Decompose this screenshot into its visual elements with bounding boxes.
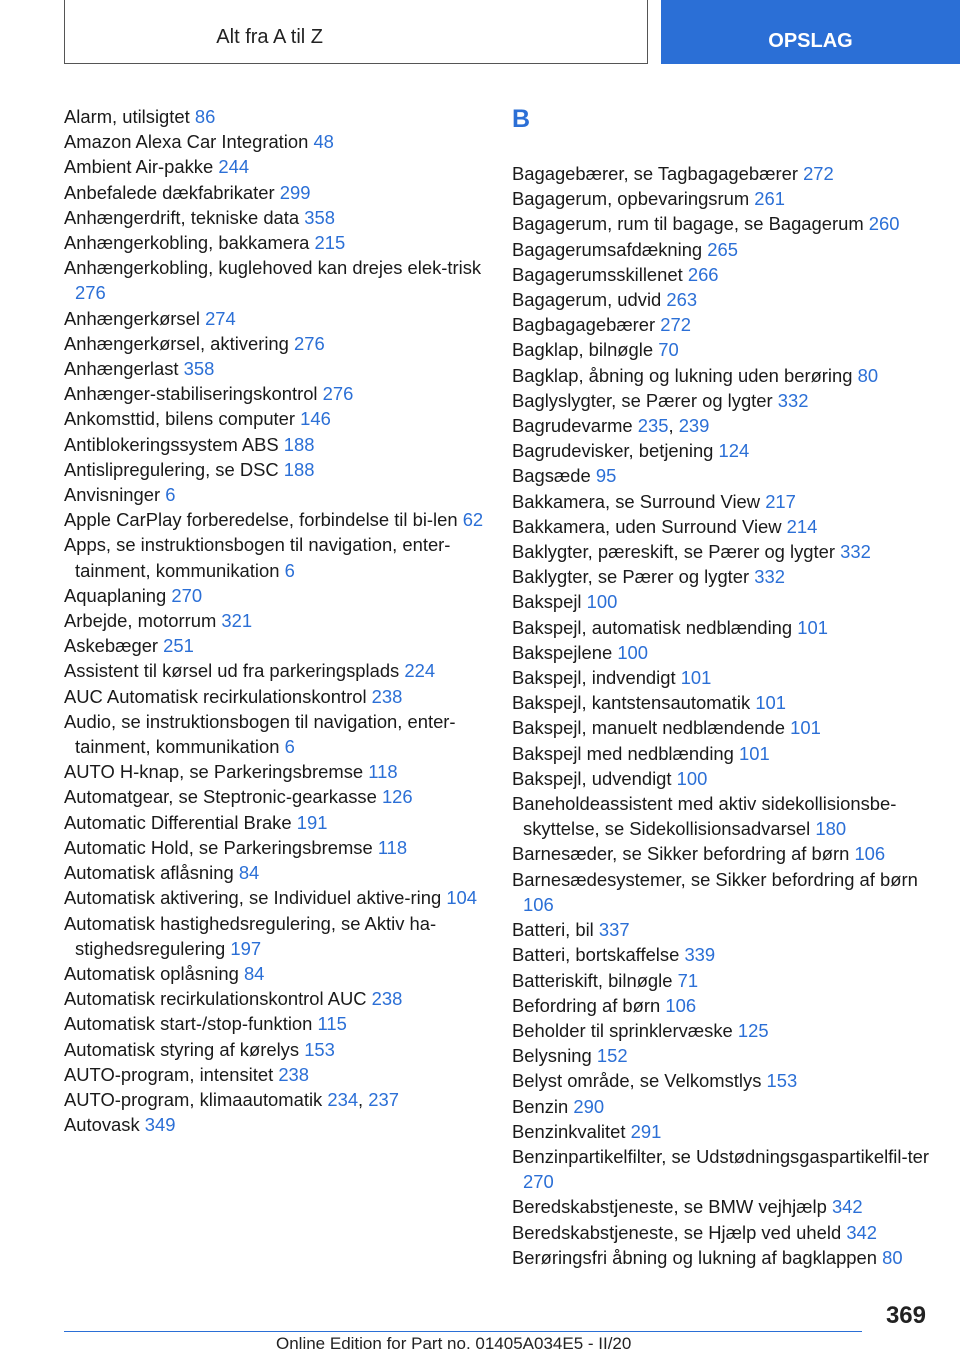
page-link[interactable]: 235 — [637, 415, 669, 437]
page-link[interactable]: 84 — [243, 962, 265, 984]
index-entry-text: Bakspejlene — [512, 641, 613, 663]
index-entry — [64, 482, 484, 507]
page-link[interactable]: 234 — [327, 1088, 359, 1110]
index-entry — [64, 406, 484, 431]
index-entry — [512, 1043, 932, 1068]
index-entry-text: Alarm, utilsigtet — [64, 106, 190, 127]
index-entry-text: Bagbagagebærer — [512, 314, 656, 336]
index-entry-text: Batteri, bil — [512, 919, 594, 941]
page-link[interactable]: 126 — [381, 786, 413, 808]
index-entry-text: Bagagerumsafdækning — [512, 238, 703, 260]
page-link[interactable]: 339 — [684, 944, 716, 966]
index-entry — [64, 608, 484, 633]
page-link[interactable]: 337 — [598, 919, 630, 941]
index-entry-text: Anhængerdrift, tekniske data — [64, 206, 300, 228]
index-entry — [64, 1062, 484, 1087]
page-link[interactable]: 272 — [660, 314, 691, 336]
page-link[interactable]: 100 — [676, 767, 708, 789]
index-entry — [512, 161, 932, 186]
page-link[interactable]: 191 — [296, 811, 328, 833]
footer-divider — [64, 1331, 862, 1332]
page-link[interactable]: 358 — [304, 206, 335, 228]
index-entry — [64, 835, 484, 860]
page-link[interactable]: 260 — [868, 213, 900, 235]
index-entry-text: Anvisninger — [64, 484, 161, 506]
page-link[interactable]: 100 — [586, 591, 618, 613]
index-entry — [64, 154, 484, 179]
index-entry: Bagrudevarme 235, 239 — [512, 415, 710, 437]
index-entry-text: Befordring af børn — [512, 994, 661, 1016]
index-entry — [512, 615, 932, 640]
index-entry — [64, 432, 484, 457]
index-entry-text: Apple CarPlay forberedelse, forbindelse til bi-len — [64, 509, 458, 531]
index-entry-text: Anhængerkobling, kuglehoved kan drejes elek-trisk — [64, 257, 482, 279]
page-link[interactable]: 224 — [404, 660, 436, 682]
index-entry — [512, 1220, 932, 1245]
index-entry-text: Bakspejl, manuelt nedblændende — [512, 717, 785, 739]
index-entry — [64, 255, 484, 305]
index-entry-text: Amazon Alexa Car Integration — [64, 131, 309, 153]
index-entry-text: Bagagerum, rum til bagage, se Bagagerum — [512, 213, 864, 235]
page-link[interactable]: 342 — [831, 1196, 863, 1218]
page-link[interactable]: 106 — [854, 843, 886, 865]
index-entry — [512, 1144, 932, 1194]
index-entry-text: AUTO-program, intensitet — [64, 1063, 274, 1085]
index-entry — [512, 211, 932, 236]
index-entry-text: Bakspejl, kantstensautomatik — [512, 692, 751, 714]
page-link[interactable]: 270 — [171, 584, 203, 606]
page-link[interactable]: 180 — [815, 818, 847, 840]
page-link[interactable]: 84 — [238, 862, 260, 884]
page-link[interactable]: 349 — [144, 1114, 176, 1136]
index-entry — [512, 337, 932, 362]
index-entry — [512, 388, 932, 413]
page-link[interactable]: 153 — [766, 1070, 798, 1092]
index-entry — [512, 186, 932, 211]
index-entry-text: Baklygter, se Pærer og lygter — [512, 566, 750, 588]
index-entry-text: Arbejde, motorrum — [64, 610, 217, 632]
index-entry — [64, 684, 484, 709]
index-entry-text: Bagklap, åbning og lukning uden berøring — [512, 364, 853, 386]
index-entry-text: Antislipregulering, se DSC — [64, 458, 279, 480]
index-entry — [512, 438, 932, 463]
index-entry — [64, 306, 484, 331]
page-link[interactable]: 86 — [194, 106, 216, 127]
index-entry-text: Automatisk start-/stop-funktion — [64, 1013, 313, 1035]
page-link[interactable]: 276 — [322, 383, 354, 405]
index-entry-text: Bagagebærer, se Tagbagagebærer — [512, 163, 798, 184]
index-entry — [64, 457, 484, 482]
page-link[interactable]: 100 — [617, 641, 649, 663]
tab-opslag[interactable] — [661, 0, 960, 64]
page-link[interactable]: 62 — [462, 509, 484, 531]
page-link[interactable]: 101 — [790, 717, 821, 739]
index-entry: AUTO-program, klimaautomatik 234, 237 — [64, 1088, 399, 1110]
index-entry — [64, 885, 484, 910]
page-link[interactable]: 276 — [75, 282, 106, 304]
index-entry — [512, 665, 932, 690]
page-link[interactable]: 104 — [446, 887, 477, 909]
index-entry-text: Anhængerkobling, bakkamera — [64, 232, 310, 254]
index-entry-text: Bakspejl med nedblænding — [512, 742, 734, 764]
index-entry — [64, 532, 484, 582]
page-link[interactable]: 95 — [595, 465, 617, 487]
index-entry-text: Bagagerum, opbevaringsrum — [512, 188, 750, 210]
page-link[interactable]: 101 — [738, 742, 770, 764]
page-link[interactable]: 80 — [882, 1246, 903, 1268]
index-entry — [64, 381, 484, 406]
index-entry-text: Baneholdeassistent med aktiv sidekollisionsbe-skyttelse, se Sidekollisionsadvarsel — [512, 793, 897, 840]
page-number: 369 — [885, 1302, 926, 1329]
index-entry-text: Automatisk aflåsning — [64, 862, 234, 884]
index-entry — [64, 1037, 484, 1062]
page-link[interactable]: 188 — [283, 458, 315, 480]
index-entry — [512, 791, 932, 841]
page-link[interactable]: 238 — [371, 988, 403, 1010]
index-entry-text: AUTO H-knap, se Parkeringsbremse — [64, 761, 364, 783]
page-link[interactable]: 261 — [754, 188, 785, 210]
index-entry — [512, 564, 932, 589]
index-entry-text: Bakspejl, automatisk nedblænding — [512, 616, 793, 638]
page-link[interactable]: 342 — [846, 1221, 877, 1243]
index-entry-text: AUC Automatisk recirkulationskontrol — [64, 685, 367, 707]
page-link[interactable]: 118 — [377, 836, 408, 858]
index-entry-text: Anbefalede dækfabrikater — [64, 181, 275, 203]
page-link[interactable]: 101 — [680, 667, 712, 689]
page-link[interactable]: 152 — [596, 1045, 628, 1067]
page-link[interactable]: 274 — [205, 307, 236, 329]
index-entry-text: Anhængerlast — [64, 358, 179, 380]
index-column-right — [512, 104, 932, 1270]
edition-footer: Online Edition for Part no. 01405A034E5 - II/20 — [276, 1334, 632, 1353]
index-entry — [64, 986, 484, 1011]
page-link[interactable]: 124 — [718, 440, 750, 462]
page-link[interactable]: 332 — [840, 541, 871, 563]
page-link[interactable]: 217 — [765, 490, 796, 512]
index-entry — [64, 331, 484, 356]
page-link[interactable]: 332 — [754, 566, 785, 588]
index-entry — [64, 860, 484, 885]
index-entry — [512, 942, 932, 967]
index-entry-text: Audio, se instruktionsbogen til navigation, enter-tainment, kommunikation — [64, 710, 456, 758]
page-link[interactable]: 125 — [737, 1019, 769, 1041]
index-entry — [64, 104, 484, 129]
index-letter-heading: B — [512, 105, 531, 133]
index-entry — [512, 1018, 932, 1043]
index-entry-text: Automatisk oplåsning — [64, 962, 239, 984]
index-entry — [512, 363, 932, 388]
index-entry — [512, 715, 932, 740]
index-entry-text: Bagklap, bilnøgle — [512, 339, 654, 361]
index-entry-text: Berøringsfri åbning og lukning af bagklappen — [512, 1246, 877, 1268]
page-link[interactable]: 115 — [317, 1013, 347, 1035]
page-link[interactable]: 6 — [284, 736, 295, 758]
index-entry — [512, 1245, 932, 1270]
index-entry-text: Askebæger — [64, 635, 159, 657]
index-entry — [512, 463, 932, 488]
index-entry — [64, 205, 484, 230]
index-entry-text: Anhængerkørsel — [64, 307, 200, 329]
index-entry-text: Anhænger-stabiliseringskontrol — [64, 383, 318, 405]
page-link[interactable]: 106 — [665, 994, 697, 1016]
index-entry — [512, 690, 932, 715]
index-entry-text: Belyst område, se Velkomstlys — [512, 1070, 762, 1092]
page-link[interactable]: 272 — [803, 163, 834, 184]
page-link[interactable]: 70 — [658, 339, 679, 361]
index-entry-text: Automatic Differential Brake — [64, 811, 292, 833]
index-entry-text: Apps, se instruktionsbogen til navigation, enter-tainment, kommunikation — [64, 534, 451, 581]
index-entry-text: Barnesæder, se Sikker befordring af børn — [512, 843, 850, 865]
index-entry-text: Automatic Hold, se Parkeringsbremse — [64, 836, 373, 858]
page-link[interactable]: 238 — [371, 685, 403, 707]
page-link[interactable]: 332 — [777, 389, 809, 411]
index-entry — [512, 262, 932, 287]
index-entry — [512, 539, 932, 564]
index-entry — [512, 841, 932, 866]
tab-opslag-label: OPSLAG — [768, 29, 853, 52]
page-link[interactable]: 321 — [221, 610, 253, 632]
page-link[interactable]: 265 — [707, 238, 738, 260]
page-link[interactable]: 214 — [786, 515, 818, 537]
index-entry-text: Benzinpartikelfilter, se Udstødningsgaspartikelfil-ter — [512, 1145, 930, 1167]
index-entry — [64, 129, 484, 154]
page-link[interactable]: 80 — [857, 364, 879, 386]
index-entry-text: Bakspejl — [512, 591, 582, 613]
page-link[interactable]: 153 — [304, 1038, 335, 1060]
page-link[interactable]: 251 — [163, 635, 194, 657]
page-link[interactable]: 215 — [314, 232, 346, 254]
index-entry — [64, 759, 484, 784]
index-entry-text: Beholder til sprinklervæske — [512, 1019, 733, 1041]
index-entry-text: Baklygter, pæreskift, se Pærer og lygter — [512, 541, 835, 563]
index-entry — [64, 709, 484, 759]
index-entry — [64, 961, 484, 986]
index-entry-text: Barnesædesystemer, se Sikker befordring af børn — [512, 868, 918, 890]
index-entry-text: Aquaplaning — [64, 584, 167, 606]
index-entry-text: Automatisk hastighedsregulering, se Aktiv ha-stighedsregulering — [64, 912, 437, 959]
page-link[interactable]: 6 — [284, 559, 295, 581]
index-entry — [64, 1112, 484, 1137]
page-link[interactable]: 48 — [313, 131, 334, 153]
index-entry-text: Benzin — [512, 1095, 569, 1117]
index-entry-text: Ambient Air-pakke — [64, 156, 214, 178]
index-entry-text: Autovask — [64, 1114, 140, 1136]
index-entry — [512, 766, 932, 791]
index-entry-text: Antiblokeringssystem ABS — [64, 433, 279, 455]
index-entry-text: Automatisk recirkulationskontrol AUC — [64, 988, 367, 1010]
index-column-left — [64, 104, 484, 1137]
page-link[interactable]: 71 — [677, 969, 699, 991]
index-entry-text: Beredskabstjeneste, se BMW vejhjælp — [512, 1196, 827, 1218]
page-link[interactable]: 290 — [573, 1095, 605, 1117]
index-entry-text: Bakkamera, se Surround View — [512, 490, 761, 512]
page-link[interactable]: 118 — [368, 761, 398, 783]
index-entry-text: Bakspejl, udvendigt — [512, 767, 672, 789]
index-entry-text: Bakkamera, uden Surround View — [512, 515, 782, 537]
index-entry — [512, 237, 932, 262]
index-entry-text: Belysning — [512, 1045, 592, 1067]
index-entry — [512, 589, 932, 614]
index-entry-text: Bagrudevisker, betjening — [512, 440, 714, 462]
page-link[interactable]: 101 — [755, 692, 786, 714]
page-link[interactable]: 188 — [283, 433, 315, 455]
index-entry — [64, 810, 484, 835]
index-entry-text: Ankomsttid, bilens computer — [64, 408, 296, 430]
index-entry — [512, 489, 932, 514]
index-entry — [64, 230, 484, 255]
index-entry — [512, 968, 932, 993]
index-entry-text: Batteri, bortskaffelse — [512, 944, 680, 966]
index-entry-text: Benzinkvalitet — [512, 1120, 626, 1142]
index-entry — [64, 583, 484, 608]
index-entry — [64, 658, 484, 683]
index-entries-right — [512, 161, 932, 1270]
index-entry — [512, 867, 932, 917]
index-entry — [512, 993, 932, 1018]
index-entry — [64, 507, 484, 532]
index-entry-text: Bagagerum, udvid — [512, 289, 662, 311]
page-link[interactable]: 146 — [300, 408, 331, 430]
header-section-box — [64, 0, 648, 64]
index-entry — [512, 287, 932, 312]
page-link[interactable]: 276 — [294, 332, 325, 354]
index-entry — [64, 1011, 484, 1036]
page-link[interactable]: 263 — [666, 289, 698, 311]
page-link[interactable]: 106 — [523, 893, 554, 915]
index-entry — [64, 180, 484, 205]
index-entry — [512, 312, 932, 337]
index-entry-text: Automatisk aktivering, se Individuel aktive-ring — [64, 887, 442, 909]
index-entry — [512, 1094, 932, 1119]
index-entry-text: Baglyslygter, se Pærer og lygter — [512, 389, 773, 411]
index-entry — [64, 784, 484, 809]
page-link[interactable]: 238 — [278, 1063, 309, 1085]
page-link[interactable]: 358 — [183, 358, 215, 380]
index-entry-text: Batteriskift, bilnøgle — [512, 969, 673, 991]
index-entry-text: AUTO-program, klimaautomatik — [64, 1088, 323, 1110]
page-link[interactable]: 266 — [687, 263, 719, 285]
index-entry — [64, 356, 484, 381]
page-link[interactable]: 197 — [230, 937, 262, 959]
index-entry — [512, 741, 932, 766]
index-entry-text: Bagsæde — [512, 465, 591, 487]
index-entry — [512, 1119, 932, 1144]
page-link[interactable]: 270 — [523, 1171, 554, 1193]
page-link[interactable]: 101 — [797, 616, 828, 638]
index-entry-text: Automatgear, se Steptronic-gearkasse — [64, 786, 377, 808]
index-entry — [512, 1068, 932, 1093]
index-entry-text: Anhængerkørsel, aktivering — [64, 332, 289, 354]
index-entry — [512, 917, 932, 942]
index-entry — [512, 514, 932, 539]
index-entry — [64, 911, 484, 961]
index-entry-text: Bakspejl, indvendigt — [512, 667, 676, 689]
index-entry-text: Automatisk styring af kørelys — [64, 1038, 300, 1060]
index-entry-text: Bagrudevarme — [512, 415, 633, 437]
index-entry-text: Assistent til kørsel ud fra parkeringsplads — [64, 660, 400, 682]
page-link[interactable]: 299 — [279, 181, 311, 203]
page-link[interactable]: 239 — [678, 415, 710, 437]
page-link[interactable]: 291 — [630, 1120, 662, 1142]
index-entry — [512, 640, 932, 665]
page-link[interactable]: 6 — [165, 484, 176, 506]
page-link[interactable]: 244 — [218, 156, 250, 178]
index-entry-text: Beredskabstjeneste, se Hjælp ved uheld — [512, 1221, 842, 1243]
index-entry-text: Bagagerumsskillenet — [512, 263, 683, 285]
index-entry — [64, 633, 484, 658]
section-title: Alt fra A til Z — [216, 26, 323, 48]
page-link[interactable]: 237 — [368, 1088, 399, 1110]
index-entry — [512, 1194, 932, 1219]
